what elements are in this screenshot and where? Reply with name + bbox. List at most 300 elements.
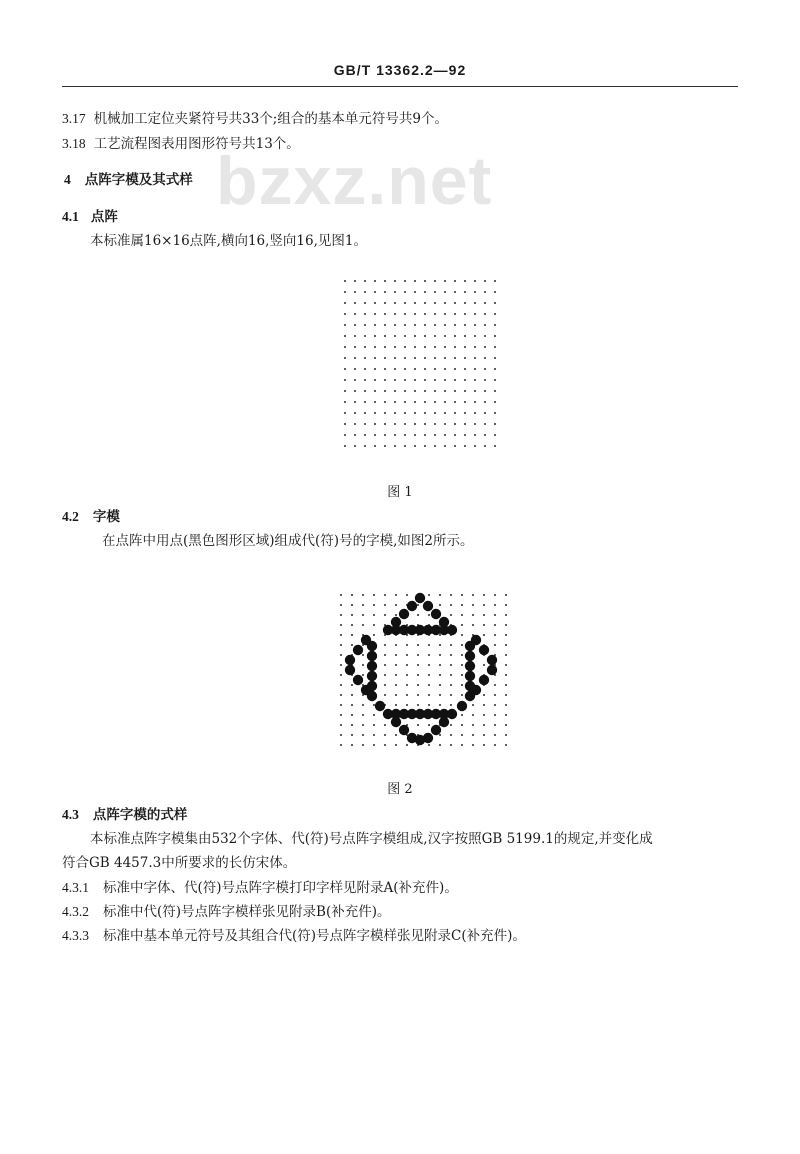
matrix-dot bbox=[384, 684, 386, 686]
matrix-dot bbox=[439, 604, 441, 606]
matrix-dot bbox=[464, 401, 466, 403]
matrix-dot bbox=[364, 445, 366, 447]
matrix-dot bbox=[444, 368, 446, 370]
matrix-dot bbox=[406, 684, 408, 686]
subitem-number: 4.3.2 bbox=[62, 904, 89, 919]
matrix-dot bbox=[354, 291, 356, 293]
matrix-dot bbox=[395, 614, 397, 616]
matrix-dot bbox=[354, 434, 356, 436]
matrix-dot bbox=[505, 624, 507, 626]
section-4-2-body: 在点阵中用点(黑色图形区域)组成代(符)号的字模,如图2所示。 bbox=[102, 533, 474, 549]
matrix-dot bbox=[461, 644, 463, 646]
matrix-dot bbox=[373, 594, 375, 596]
glyph-dot bbox=[447, 709, 457, 719]
matrix-dot bbox=[395, 664, 397, 666]
matrix-dot bbox=[439, 704, 441, 706]
matrix-dot bbox=[450, 704, 452, 706]
matrix-dot bbox=[384, 744, 386, 746]
matrix-dot bbox=[340, 734, 342, 736]
matrix-dot bbox=[364, 379, 366, 381]
matrix-dot bbox=[444, 324, 446, 326]
matrix-dot bbox=[444, 335, 446, 337]
matrix-dot bbox=[374, 335, 376, 337]
matrix-dot bbox=[364, 291, 366, 293]
matrix-dot bbox=[394, 401, 396, 403]
matrix-dot bbox=[364, 423, 366, 425]
matrix-dot bbox=[340, 624, 342, 626]
glyph-dot bbox=[367, 671, 377, 681]
matrix-dot bbox=[505, 694, 507, 696]
matrix-dot bbox=[472, 594, 474, 596]
matrix-dot bbox=[364, 335, 366, 337]
matrix-dot bbox=[464, 346, 466, 348]
matrix-dot bbox=[340, 714, 342, 716]
matrix-dot bbox=[461, 604, 463, 606]
matrix-dot bbox=[340, 694, 342, 696]
matrix-dot bbox=[428, 654, 430, 656]
matrix-dot bbox=[461, 634, 463, 636]
matrix-dot bbox=[414, 324, 416, 326]
matrix-dot bbox=[494, 724, 496, 726]
matrix-dot bbox=[424, 313, 426, 315]
matrix-dot bbox=[374, 302, 376, 304]
glyph-dot bbox=[465, 681, 475, 691]
matrix-dot bbox=[494, 302, 496, 304]
matrix-dot bbox=[494, 379, 496, 381]
matrix-dot bbox=[484, 346, 486, 348]
matrix-dot bbox=[417, 704, 419, 706]
matrix-dot bbox=[434, 423, 436, 425]
matrix-dot bbox=[484, 423, 486, 425]
matrix-dot bbox=[474, 445, 476, 447]
matrix-dot bbox=[406, 594, 408, 596]
matrix-dot bbox=[464, 324, 466, 326]
matrix-dot bbox=[428, 704, 430, 706]
glyph-dot bbox=[431, 609, 441, 619]
matrix-dot bbox=[450, 614, 452, 616]
glyph-dot bbox=[345, 665, 355, 675]
matrix-dot bbox=[344, 280, 346, 282]
matrix-dot bbox=[439, 594, 441, 596]
matrix-dot bbox=[351, 694, 353, 696]
matrix-dot bbox=[461, 734, 463, 736]
header-rule bbox=[62, 86, 738, 87]
matrix-dot bbox=[340, 744, 342, 746]
matrix-dot bbox=[424, 412, 426, 414]
matrix-dot bbox=[494, 368, 496, 370]
page-header: GB/T 13362.2—92 bbox=[333, 62, 467, 78]
matrix-dot bbox=[434, 357, 436, 359]
matrix-dot bbox=[474, 357, 476, 359]
matrix-dot bbox=[406, 654, 408, 656]
matrix-dot bbox=[384, 674, 386, 676]
matrix-dot bbox=[464, 368, 466, 370]
matrix-dot bbox=[428, 644, 430, 646]
matrix-dot bbox=[494, 335, 496, 337]
matrix-dot bbox=[454, 302, 456, 304]
matrix-dot bbox=[494, 291, 496, 293]
matrix-dot bbox=[424, 401, 426, 403]
matrix-dot bbox=[344, 291, 346, 293]
matrix-dot bbox=[414, 357, 416, 359]
matrix-dot bbox=[428, 614, 430, 616]
matrix-dot bbox=[374, 423, 376, 425]
matrix-dot bbox=[494, 412, 496, 414]
matrix-dot bbox=[474, 423, 476, 425]
matrix-dot bbox=[364, 280, 366, 282]
glyph-dot bbox=[367, 651, 377, 661]
matrix-dot bbox=[483, 624, 485, 626]
matrix-dot bbox=[454, 434, 456, 436]
matrix-dot bbox=[494, 744, 496, 746]
matrix-dot bbox=[394, 368, 396, 370]
matrix-dot bbox=[354, 379, 356, 381]
watermark: bzxz.net bbox=[216, 143, 493, 219]
matrix-dot bbox=[464, 357, 466, 359]
matrix-dot bbox=[414, 434, 416, 436]
matrix-dot bbox=[474, 434, 476, 436]
matrix-dot bbox=[434, 324, 436, 326]
matrix-dot bbox=[340, 704, 342, 706]
matrix-dot bbox=[464, 291, 466, 293]
matrix-dot bbox=[474, 412, 476, 414]
matrix-dot bbox=[384, 654, 386, 656]
matrix-dot bbox=[424, 434, 426, 436]
matrix-dot bbox=[362, 594, 364, 596]
matrix-dot bbox=[404, 346, 406, 348]
matrix-dot bbox=[417, 604, 419, 606]
matrix-dot bbox=[384, 644, 386, 646]
matrix-dot bbox=[474, 313, 476, 315]
matrix-dot bbox=[374, 390, 376, 392]
matrix-dot bbox=[461, 624, 463, 626]
glyph-dot bbox=[367, 661, 377, 671]
matrix-dot bbox=[395, 744, 397, 746]
matrix-dot bbox=[344, 335, 346, 337]
matrix-dot bbox=[354, 324, 356, 326]
matrix-dot bbox=[404, 280, 406, 282]
glyph-dot bbox=[375, 701, 385, 711]
matrix-dot bbox=[395, 644, 397, 646]
matrix-dot bbox=[494, 704, 496, 706]
matrix-dot bbox=[450, 744, 452, 746]
figure-1-caption: 图 1 bbox=[387, 485, 413, 500]
matrix-dot bbox=[434, 390, 436, 392]
glyph-dot bbox=[457, 701, 467, 711]
matrix-dot bbox=[439, 744, 441, 746]
matrix-dot bbox=[404, 302, 406, 304]
matrix-dot bbox=[414, 445, 416, 447]
matrix-dot bbox=[395, 604, 397, 606]
matrix-dot bbox=[483, 594, 485, 596]
matrix-dot bbox=[484, 313, 486, 315]
matrix-dot bbox=[424, 280, 426, 282]
matrix-dot bbox=[384, 734, 386, 736]
matrix-dot bbox=[340, 594, 342, 596]
matrix-dot bbox=[454, 346, 456, 348]
matrix-dot bbox=[404, 401, 406, 403]
matrix-dot bbox=[394, 412, 396, 414]
matrix-dot bbox=[434, 335, 436, 337]
matrix-dot bbox=[362, 624, 364, 626]
matrix-dot bbox=[384, 302, 386, 304]
matrix-dot bbox=[414, 379, 416, 381]
matrix-dot bbox=[384, 357, 386, 359]
matrix-dot bbox=[444, 291, 446, 293]
matrix-dot bbox=[351, 594, 353, 596]
matrix-dot bbox=[483, 604, 485, 606]
matrix-dot bbox=[484, 434, 486, 436]
matrix-dot bbox=[505, 734, 507, 736]
matrix-dot bbox=[434, 302, 436, 304]
matrix-dot bbox=[483, 714, 485, 716]
matrix-dot bbox=[351, 604, 353, 606]
matrix-dot bbox=[444, 434, 446, 436]
matrix-dot bbox=[364, 346, 366, 348]
matrix-dot bbox=[483, 634, 485, 636]
matrix-dot bbox=[344, 445, 346, 447]
item-text: 工艺流程图表用图形符号共13个。 bbox=[93, 136, 300, 152]
matrix-dot bbox=[444, 390, 446, 392]
matrix-dot bbox=[364, 324, 366, 326]
matrix-dot bbox=[374, 313, 376, 315]
matrix-dot bbox=[505, 714, 507, 716]
item-number: 3.17 bbox=[62, 111, 86, 126]
matrix-dot bbox=[464, 445, 466, 447]
section-4-1-heading bbox=[62, 205, 118, 225]
matrix-dot bbox=[344, 357, 346, 359]
matrix-dot bbox=[444, 346, 446, 348]
matrix-dot bbox=[483, 744, 485, 746]
matrix-dot bbox=[414, 346, 416, 348]
matrix-dot bbox=[394, 379, 396, 381]
matrix-dot bbox=[417, 644, 419, 646]
matrix-dot bbox=[494, 604, 496, 606]
glyph-dot bbox=[479, 645, 489, 655]
matrix-dot bbox=[450, 604, 452, 606]
matrix-dot bbox=[344, 302, 346, 304]
matrix-dot bbox=[354, 313, 356, 315]
matrix-dot bbox=[417, 654, 419, 656]
matrix-dot bbox=[384, 335, 386, 337]
matrix-dot bbox=[505, 604, 507, 606]
matrix-dot bbox=[362, 724, 364, 726]
matrix-dot bbox=[340, 674, 342, 676]
matrix-dot bbox=[450, 674, 452, 676]
figure-1-dot-matrix bbox=[340, 276, 500, 452]
matrix-dot bbox=[505, 594, 507, 596]
matrix-dot bbox=[394, 434, 396, 436]
glyph-dot bbox=[479, 675, 489, 685]
glyph-dot bbox=[367, 681, 377, 691]
matrix-dot bbox=[394, 313, 396, 315]
subitem-number: 4.3.3 bbox=[62, 928, 89, 943]
matrix-dot bbox=[484, 412, 486, 414]
matrix-dot bbox=[344, 423, 346, 425]
matrix-dot bbox=[428, 674, 430, 676]
matrix-dot bbox=[444, 302, 446, 304]
matrix-dot bbox=[439, 684, 441, 686]
matrix-dot bbox=[414, 390, 416, 392]
matrix-dot bbox=[505, 704, 507, 706]
matrix-dot bbox=[494, 434, 496, 436]
matrix-dot bbox=[450, 684, 452, 686]
glyph-dot bbox=[487, 665, 497, 675]
matrix-dot bbox=[472, 744, 474, 746]
matrix-dot bbox=[444, 280, 446, 282]
matrix-dot bbox=[340, 644, 342, 646]
matrix-dot bbox=[434, 313, 436, 315]
matrix-dot bbox=[344, 401, 346, 403]
matrix-dot bbox=[454, 401, 456, 403]
glyph-dot bbox=[407, 601, 417, 611]
matrix-dot bbox=[364, 368, 366, 370]
matrix-dot bbox=[483, 614, 485, 616]
matrix-dot bbox=[444, 423, 446, 425]
glyph-dot bbox=[399, 725, 409, 735]
matrix-dot bbox=[374, 291, 376, 293]
matrix-dot bbox=[384, 594, 386, 596]
matrix-dot bbox=[394, 346, 396, 348]
matrix-dot bbox=[374, 412, 376, 414]
glyph-dot bbox=[465, 661, 475, 671]
matrix-dot bbox=[394, 280, 396, 282]
matrix-dot bbox=[344, 412, 346, 414]
matrix-dot bbox=[424, 346, 426, 348]
matrix-dot bbox=[406, 674, 408, 676]
section-number: 4.3 bbox=[62, 807, 79, 822]
matrix-dot bbox=[351, 634, 353, 636]
matrix-dot bbox=[461, 694, 463, 696]
matrix-dot bbox=[494, 401, 496, 403]
matrix-dot bbox=[439, 634, 441, 636]
matrix-dot bbox=[494, 423, 496, 425]
matrix-dot bbox=[454, 291, 456, 293]
matrix-dot bbox=[362, 614, 364, 616]
matrix-dot bbox=[351, 714, 353, 716]
glyph-dot bbox=[487, 655, 497, 665]
matrix-dot bbox=[454, 280, 456, 282]
matrix-dot bbox=[384, 379, 386, 381]
subitem-4-3-2 bbox=[62, 900, 391, 920]
matrix-dot bbox=[472, 624, 474, 626]
matrix-dot bbox=[439, 654, 441, 656]
matrix-dot bbox=[505, 654, 507, 656]
matrix-dot bbox=[362, 704, 364, 706]
matrix-dot bbox=[374, 357, 376, 359]
subitem-text: 标准中字体、代(符)号点阵字模打印字样见附录A(补充件)。 bbox=[103, 880, 458, 896]
matrix-dot bbox=[417, 614, 419, 616]
matrix-dot bbox=[404, 324, 406, 326]
glyph-dot bbox=[391, 717, 401, 727]
matrix-dot bbox=[428, 694, 430, 696]
matrix-dot bbox=[444, 445, 446, 447]
matrix-dot bbox=[484, 379, 486, 381]
matrix-dot bbox=[494, 614, 496, 616]
matrix-dot bbox=[417, 724, 419, 726]
matrix-dot bbox=[395, 704, 397, 706]
matrix-dot bbox=[404, 313, 406, 315]
matrix-dot bbox=[364, 302, 366, 304]
matrix-dot bbox=[454, 335, 456, 337]
matrix-dot bbox=[483, 704, 485, 706]
matrix-dot bbox=[351, 724, 353, 726]
matrix-dot bbox=[344, 390, 346, 392]
matrix-dot bbox=[484, 302, 486, 304]
matrix-dot bbox=[373, 614, 375, 616]
matrix-dot bbox=[373, 724, 375, 726]
matrix-dot bbox=[444, 412, 446, 414]
matrix-dot bbox=[484, 335, 486, 337]
section-4-3-body-line2: 符合GB 4457.3中所要求的长仿宋体。 bbox=[62, 855, 297, 871]
matrix-dot bbox=[464, 412, 466, 414]
matrix-dot bbox=[404, 357, 406, 359]
matrix-dot bbox=[484, 357, 486, 359]
matrix-dot bbox=[384, 664, 386, 666]
matrix-dot bbox=[494, 624, 496, 626]
matrix-dot bbox=[373, 604, 375, 606]
matrix-dot bbox=[362, 674, 364, 676]
matrix-dot bbox=[484, 445, 486, 447]
matrix-dot bbox=[494, 390, 496, 392]
matrix-dot bbox=[344, 368, 346, 370]
glyph-dot bbox=[353, 645, 363, 655]
matrix-dot bbox=[461, 664, 463, 666]
matrix-dot bbox=[494, 684, 496, 686]
matrix-dot bbox=[394, 324, 396, 326]
section-number: 4 bbox=[64, 172, 71, 187]
matrix-dot bbox=[461, 724, 463, 726]
matrix-dot bbox=[404, 434, 406, 436]
matrix-dot bbox=[340, 684, 342, 686]
matrix-dot bbox=[414, 313, 416, 315]
matrix-dot bbox=[464, 379, 466, 381]
matrix-dot bbox=[351, 744, 353, 746]
section-title: 字模 bbox=[92, 509, 120, 525]
matrix-dot bbox=[406, 694, 408, 696]
matrix-dot bbox=[373, 624, 375, 626]
matrix-dot bbox=[351, 684, 353, 686]
matrix-dot bbox=[454, 390, 456, 392]
item-3-18 bbox=[62, 132, 300, 152]
matrix-dot bbox=[351, 624, 353, 626]
matrix-dot bbox=[424, 379, 426, 381]
matrix-dot bbox=[395, 674, 397, 676]
matrix-dot bbox=[374, 445, 376, 447]
matrix-dot bbox=[373, 634, 375, 636]
matrix-dot bbox=[344, 434, 346, 436]
matrix-dot bbox=[354, 423, 356, 425]
matrix-dot bbox=[494, 313, 496, 315]
subitem-text: 标准中代(符)号点阵字模样张见附录B(补充件)。 bbox=[103, 904, 391, 920]
matrix-dot bbox=[472, 714, 474, 716]
matrix-dot bbox=[424, 302, 426, 304]
matrix-dot bbox=[505, 684, 507, 686]
glyph-dot bbox=[465, 641, 475, 651]
matrix-dot bbox=[434, 401, 436, 403]
matrix-dot bbox=[472, 704, 474, 706]
matrix-dot bbox=[428, 594, 430, 596]
matrix-dot bbox=[406, 664, 408, 666]
glyph-dot bbox=[367, 641, 377, 651]
glyph-dot bbox=[465, 691, 475, 701]
matrix-dot bbox=[454, 357, 456, 359]
matrix-dot bbox=[394, 335, 396, 337]
section-title: 点阵字模及其式样 bbox=[84, 172, 193, 188]
glyph-dot bbox=[399, 609, 409, 619]
matrix-dot bbox=[494, 594, 496, 596]
matrix-dot bbox=[494, 324, 496, 326]
